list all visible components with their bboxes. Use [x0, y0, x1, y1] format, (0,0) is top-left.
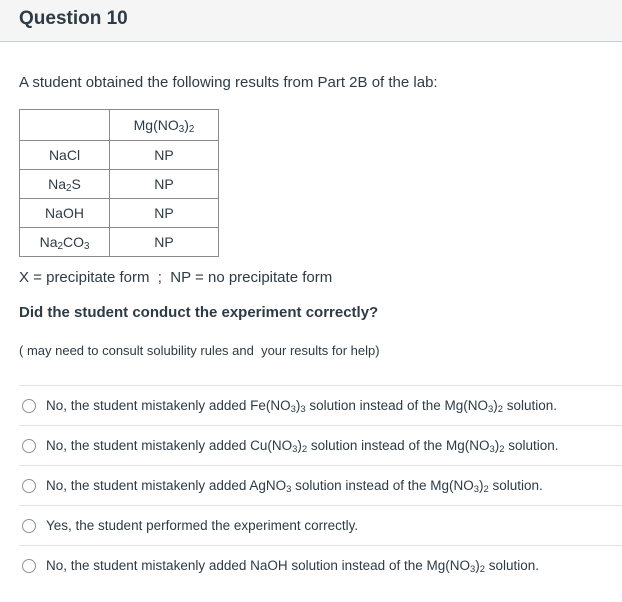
table-row — [20, 199, 219, 228]
radio-button[interactable] — [22, 399, 36, 413]
radio-button[interactable] — [22, 559, 36, 573]
reagent-cell: $Na_2S$ — [20, 170, 110, 199]
answer-option[interactable] — [19, 465, 622, 505]
question-title: Question 10 — [19, 8, 128, 29]
table-row — [20, 141, 219, 170]
question-hint: ( may need to consult solubility rules and your results for help) — [19, 343, 380, 358]
answer-label[interactable]: No, the student mistakenly added AgNO$_3$ solution instead of the $Mg(NO_3)_2$ solution. — [46, 478, 543, 495]
radio-button[interactable] — [22, 519, 36, 533]
reagent-cell: $Na_2CO_3$ — [20, 228, 110, 257]
table-header-row — [20, 110, 219, 141]
radio-button[interactable] — [22, 439, 36, 453]
table-legend: X = precipitate form ; NP = no precipitate form — [19, 269, 333, 286]
result-cell: NP — [110, 199, 219, 228]
table-corner-cell — [20, 110, 110, 141]
table-row — [20, 228, 219, 257]
result-cell: NP — [110, 170, 219, 199]
answer-list — [19, 385, 622, 585]
result-cell: NP — [110, 228, 219, 257]
table-row — [20, 170, 219, 199]
answer-option[interactable] — [19, 505, 622, 545]
reagent-cell: NaOH — [20, 199, 110, 228]
answer-label[interactable]: Yes, the student performed the experiment correctly. — [46, 518, 359, 533]
answer-option[interactable] — [19, 425, 622, 465]
answer-label[interactable]: No, the student mistakenly added $Cu(NO_3)_2$ solution instead of the $Mg(NO_3)_2$ solution. — [46, 438, 559, 455]
question-header — [0, 0, 622, 42]
question-prompt: Did the student conduct the experiment correctly? — [19, 304, 379, 321]
answer-label[interactable]: No, the student mistakenly added $Fe(NO_3)_3$ solution instead of the $Mg(NO_3)_2$ solution. — [46, 398, 558, 415]
column-header-mg-no3-2: $Mg(NO_3)_2$ — [110, 110, 219, 141]
results-table — [19, 109, 219, 257]
reagent-cell: NaCl — [20, 141, 110, 170]
answer-label[interactable]: No, the student mistakenly added NaOH solution instead of the $Mg(NO_3)_2$ solution. — [46, 558, 540, 575]
question-intro: A student obtained the following results from Part 2B of the lab: — [19, 74, 438, 91]
radio-button[interactable] — [22, 479, 36, 493]
answer-option[interactable] — [19, 385, 622, 425]
result-cell: NP — [110, 141, 219, 170]
answer-option[interactable] — [19, 545, 622, 585]
